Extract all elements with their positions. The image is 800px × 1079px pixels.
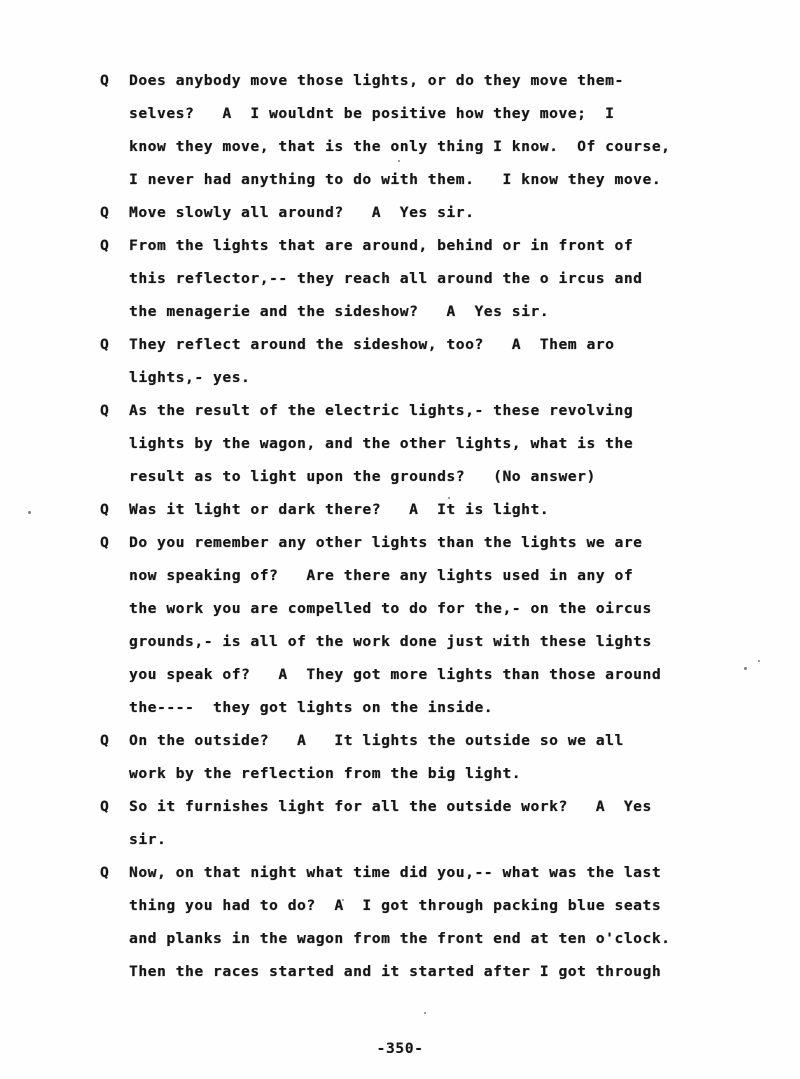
- transcript-continuation-line: [100, 97, 760, 130]
- speaker-marker: Q: [100, 864, 110, 881]
- transcript-question-line: [100, 229, 760, 262]
- speaker-marker: Q: [100, 501, 110, 518]
- transcript-question-line: [100, 328, 760, 361]
- speaker-marker: Q: [100, 798, 110, 815]
- transcript-line-text: lights,- yes.: [129, 369, 251, 386]
- transcript-question-line: [100, 196, 760, 229]
- transcript-question-line: [100, 493, 760, 526]
- transcript-body: [100, 64, 760, 988]
- paper-speck: [28, 511, 31, 514]
- transcript-line-text: I never had anything to do with them. I know they move.: [129, 171, 662, 188]
- transcript-question-line: [100, 790, 760, 823]
- transcript-line-text: now speaking of? Are there any lights used in any of: [129, 567, 634, 584]
- transcript-line-text: thing you had to do? A I got through packing blue seats: [129, 897, 662, 914]
- transcript-question-line: [100, 856, 760, 889]
- transcript-line-text: Then the races started and it started after I got through: [129, 963, 662, 980]
- transcript-continuation-line: [100, 922, 760, 955]
- transcript-continuation-line: [100, 592, 760, 625]
- transcript-line-text: know they move, that is the only thing I know. Of course,: [129, 138, 671, 155]
- transcript-question-line: [100, 394, 760, 427]
- speaker-marker: Q: [100, 237, 110, 254]
- transcript-line-text: you speak of? A They got more lights than those around: [129, 666, 662, 683]
- transcript-continuation-line: [100, 361, 760, 394]
- transcript-question-line: [100, 64, 760, 97]
- transcript-continuation-line: [100, 427, 760, 460]
- transcript-line-text: the menagerie and the sideshow? A Yes sir.: [129, 303, 550, 320]
- transcript-line-text: sir.: [129, 831, 167, 848]
- transcript-question-line: [100, 724, 760, 757]
- transcript-continuation-line: [100, 955, 760, 988]
- transcript-continuation-line: [100, 889, 760, 922]
- transcript-line-text: the---- they got lights on the inside.: [129, 699, 494, 716]
- speaker-marker: Q: [100, 402, 110, 419]
- transcript-line-text: Now, on that night what time did you,-- what was the last: [129, 864, 662, 881]
- transcript-line-text: Does anybody move those lights, or do they move them-: [129, 72, 624, 89]
- transcript-line-text: lights by the wagon, and the other lights, what is the: [129, 435, 634, 452]
- transcript-continuation-line: [100, 163, 760, 196]
- transcript-continuation-line: [100, 823, 760, 856]
- transcript-line-text: this reflector,-- they reach all around the o ircus and: [129, 270, 643, 287]
- transcript-continuation-line: [100, 691, 760, 724]
- transcript-question-line: [100, 526, 760, 559]
- speaker-marker: Q: [100, 336, 110, 353]
- transcript-line-text: work by the reflection from the big light.: [129, 765, 522, 782]
- transcript-line-text: grounds,- is all of the work done just with these lights: [129, 633, 652, 650]
- speaker-marker: Q: [100, 534, 110, 551]
- transcript-line-text: They reflect around the sideshow, too? A Them aro: [129, 336, 615, 353]
- transcript-continuation-line: [100, 130, 760, 163]
- transcript-continuation-line: [100, 559, 760, 592]
- transcript-continuation-line: [100, 757, 760, 790]
- transcript-line-text: result as to light upon the grounds? (No answer): [129, 468, 596, 485]
- transcript-line-text: From the lights that are around, behind or in front of: [129, 237, 634, 254]
- speaker-marker: Q: [100, 732, 110, 749]
- transcript-line-text: Move slowly all around? A Yes sir.: [129, 204, 475, 221]
- transcript-continuation-line: [100, 658, 760, 691]
- transcript-continuation-line: [100, 262, 760, 295]
- transcript-line-text: As the result of the electric lights,- these revolving: [129, 402, 634, 419]
- transcript-continuation-line: [100, 295, 760, 328]
- transcript-line-text: Was it light or dark there? A It is light.: [129, 501, 550, 518]
- transcript-continuation-line: [100, 460, 760, 493]
- speaker-marker: Q: [100, 204, 110, 221]
- transcript-line-text: and planks in the wagon from the front end at ten o'clock.: [129, 930, 671, 947]
- transcript-line-text: Do you remember any other lights than the lights we are: [129, 534, 643, 551]
- transcript-line-text: the work you are compelled to do for the,- on the oircus: [129, 600, 652, 617]
- page-number: -350-: [376, 1040, 424, 1057]
- transcript-line-text: On the outside? A It lights the outside so we all: [129, 732, 624, 749]
- transcript-line-text: selves? A I wouldnt be positive how they move; I: [129, 105, 615, 122]
- speaker-marker: Q: [100, 72, 110, 89]
- paper-speck: [424, 1012, 426, 1014]
- transcript-continuation-line: [100, 625, 760, 658]
- transcript-line-text: So it furnishes light for all the outside work? A Yes: [129, 798, 652, 815]
